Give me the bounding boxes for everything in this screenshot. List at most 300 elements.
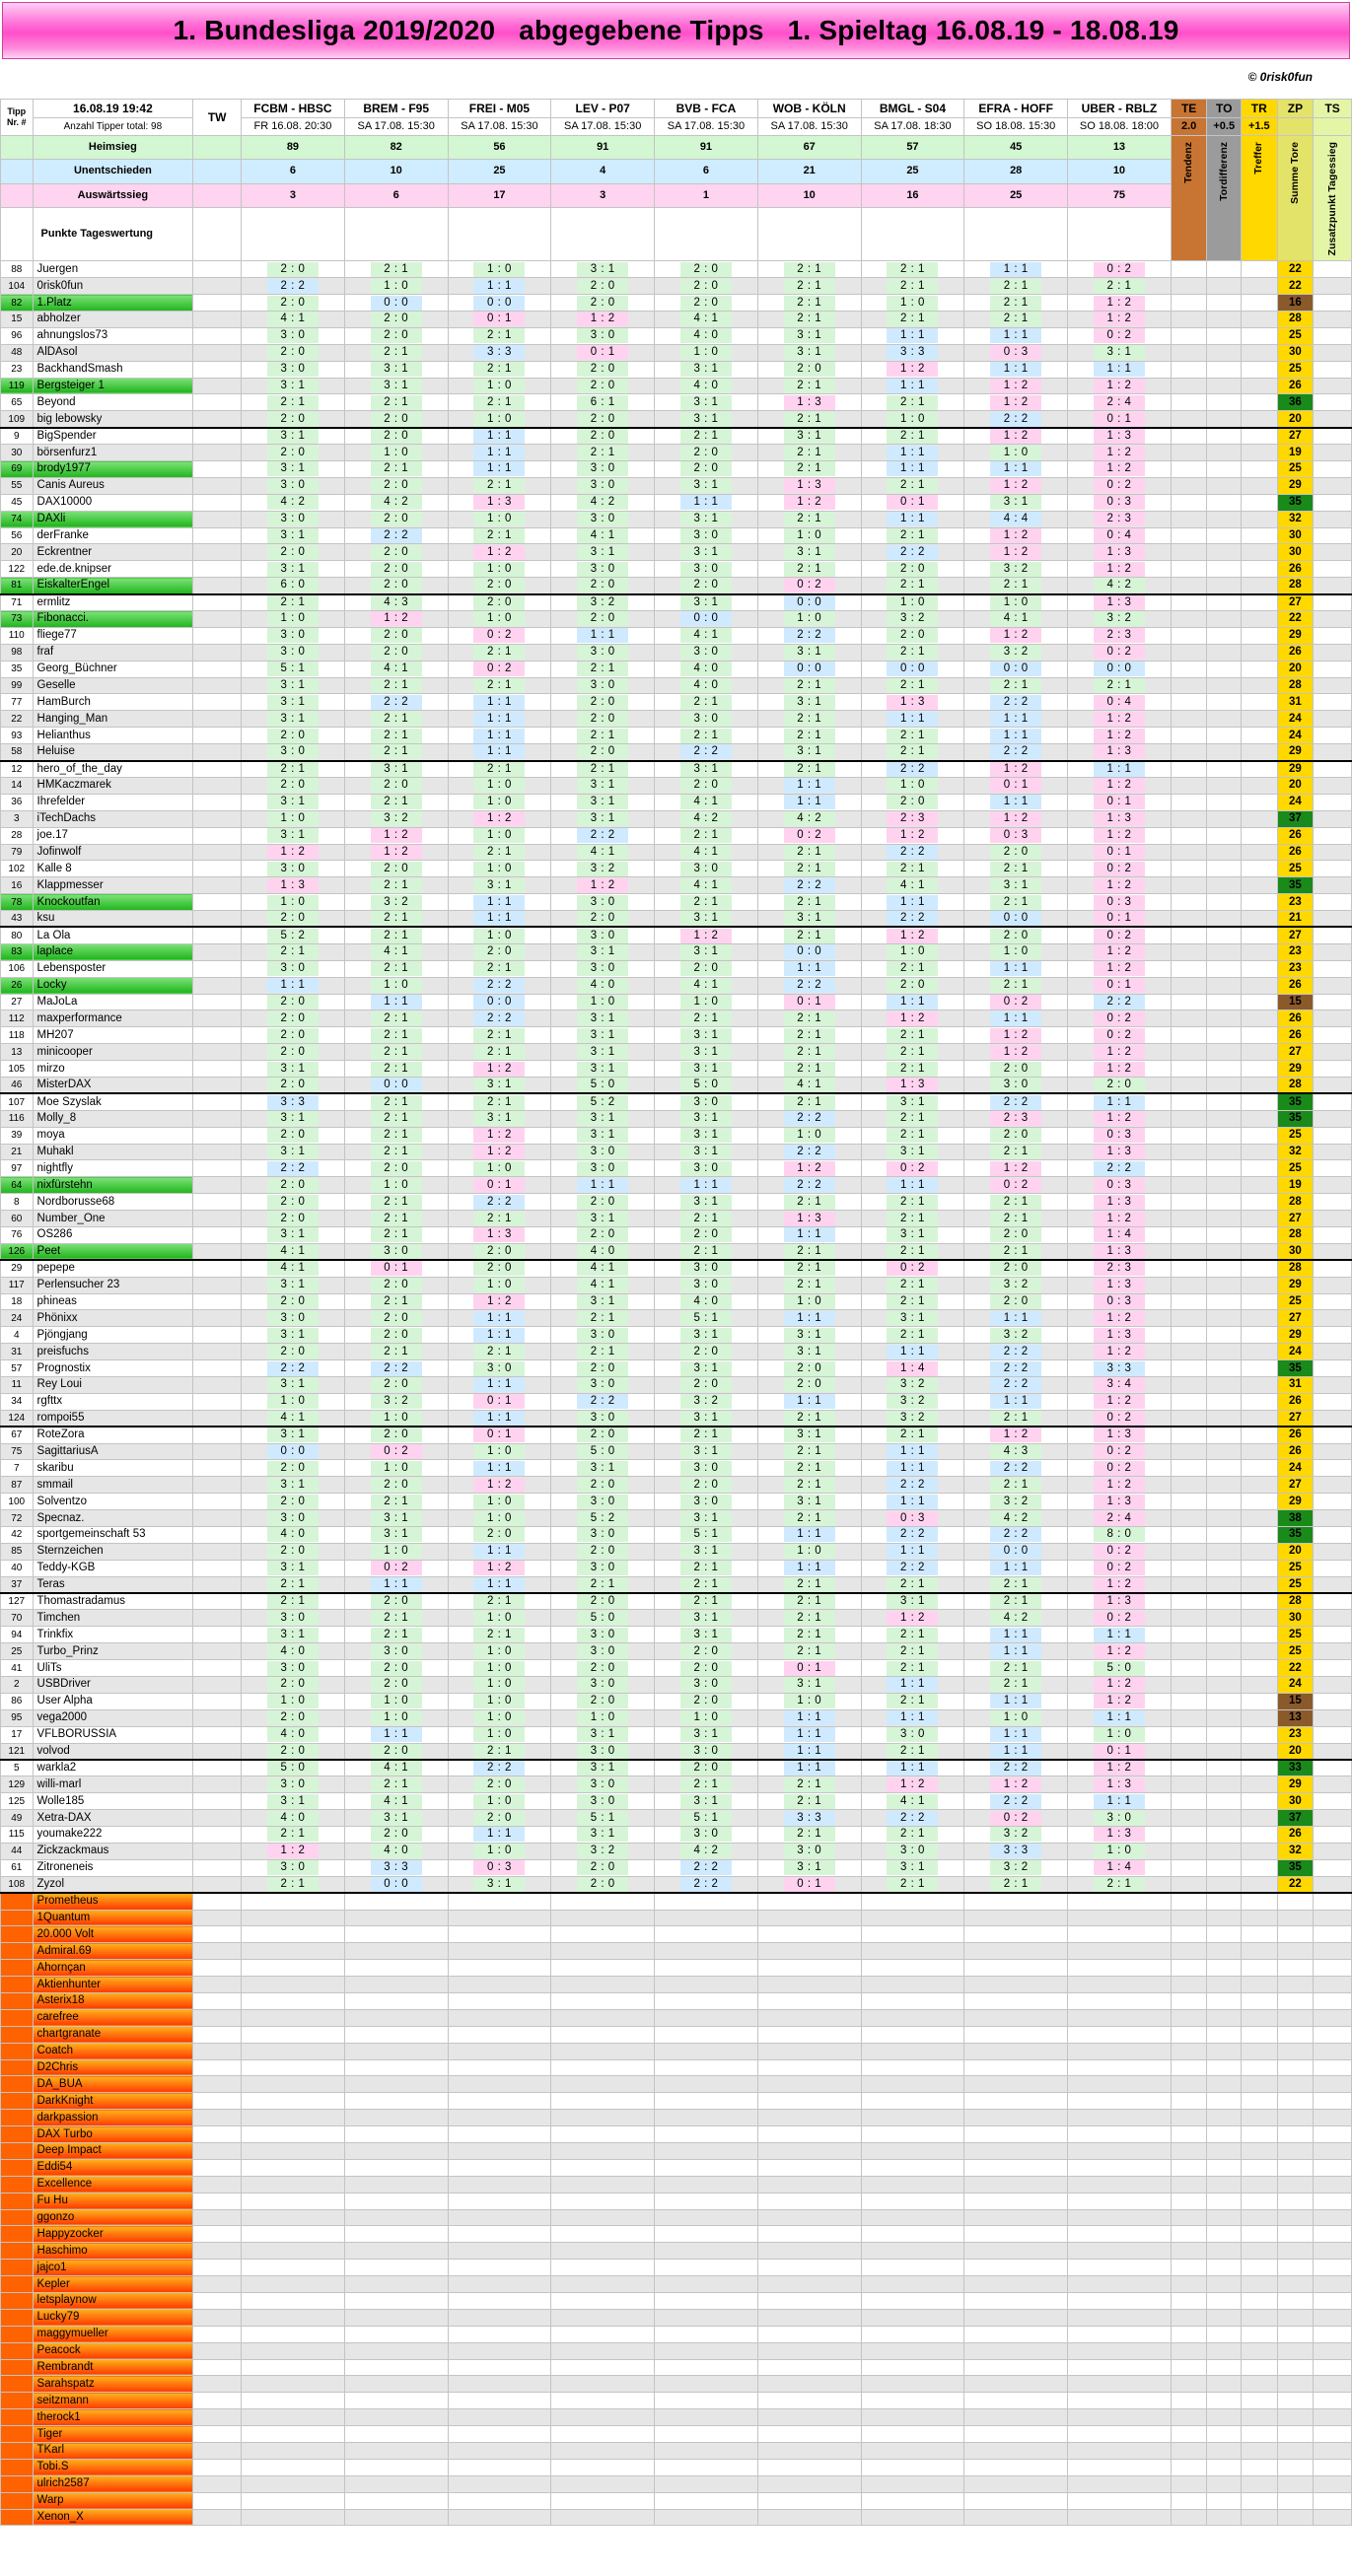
stat-count-away: 75: [1068, 183, 1172, 207]
tip-value: 2 : 0: [267, 1011, 319, 1026]
tip-value: 4 : 1: [680, 312, 732, 326]
tip-value: 1 : 1: [990, 1744, 1041, 1759]
tip-value: 0 : 2: [1094, 929, 1145, 943]
tip-value: 1 : 2: [990, 628, 1041, 643]
tip-value: 3 : 1: [784, 744, 835, 759]
tip-value: 1 : 1: [887, 1345, 938, 1359]
tip-value: 1 : 1: [473, 279, 525, 294]
tip-value: 2 : 1: [784, 1777, 835, 1792]
player-row: [1, 295, 1352, 312]
tipp-number: 93: [1, 728, 34, 744]
tip-value: 1 : 0: [473, 1495, 525, 1509]
tip-value: 2 : 2: [990, 412, 1041, 427]
tip-value: 5 : 0: [267, 1761, 319, 1775]
tipp-number: 117: [1, 1277, 34, 1293]
player-name: Zyzol: [33, 1876, 193, 1893]
player-name: phineas: [33, 1293, 193, 1310]
tipp-number: 112: [1, 1010, 34, 1027]
player-row: [1, 1460, 1352, 1477]
tip-value: 0 : 3: [990, 828, 1041, 843]
tip-value: 3 : 0: [577, 1794, 628, 1809]
tip-value: 3 : 1: [267, 1377, 319, 1392]
tip-value: 1 : 0: [473, 1161, 525, 1176]
tip-value: 2 : 1: [784, 461, 835, 476]
player-name: Nordborusse68: [33, 1194, 193, 1211]
missing-tipper-row: [1, 2243, 1352, 2260]
tipp-number: 58: [1, 744, 34, 761]
tip-value: 4 : 1: [680, 878, 732, 893]
tipp-number: 110: [1, 627, 34, 644]
player-name: BigSpender: [33, 428, 193, 445]
tip-value: 2 : 0: [577, 429, 628, 444]
tip-value: 3 : 1: [784, 1677, 835, 1692]
tip-value: 2 : 0: [680, 1478, 732, 1493]
tip-value: 2 : 1: [990, 1577, 1041, 1592]
stat-count-away: 16: [861, 183, 964, 207]
zp-sum: 35: [1277, 877, 1314, 894]
tip-value: 5 : 0: [577, 1611, 628, 1626]
tip-value: 1 : 1: [990, 262, 1041, 277]
tip-value: 0 : 3: [1094, 1178, 1145, 1193]
tip-value: 3 : 3: [267, 1095, 319, 1110]
player-row: [1, 1177, 1352, 1194]
tip-value: 2 : 1: [887, 1628, 938, 1642]
tip-value: 1 : 1: [371, 1727, 422, 1742]
tip-value: 3 : 2: [680, 1394, 732, 1409]
tip-value: 2 : 1: [784, 262, 835, 277]
player-row: [1, 544, 1352, 561]
tip-value: 3 : 1: [784, 1328, 835, 1343]
player-name: Number_One: [33, 1211, 193, 1227]
tipp-number: 30: [1, 445, 34, 461]
player-name: DAX Turbo: [33, 2126, 193, 2143]
tipp-number: 69: [1, 461, 34, 478]
tipp-number: 99: [1, 677, 34, 694]
tip-value: 1 : 1: [473, 729, 525, 743]
tip-value: 0 : 0: [473, 296, 525, 311]
tip-value: 2 : 1: [680, 1577, 732, 1592]
player-row: [1, 1410, 1352, 1427]
player-name: Geselle: [33, 677, 193, 694]
stat-count-away: 3: [242, 183, 345, 207]
tip-value: 2 : 0: [990, 929, 1041, 943]
tip-value: 2 : 1: [887, 1212, 938, 1226]
tip-value: 4 : 0: [577, 978, 628, 993]
tip-value: 2 : 1: [784, 1628, 835, 1642]
tip-value: 2 : 1: [680, 1777, 732, 1792]
tip-value: 0 : 0: [371, 1078, 422, 1092]
tipp-number: 102: [1, 861, 34, 877]
tip-value: 2 : 1: [784, 1195, 835, 1210]
tip-value: 2 : 1: [990, 678, 1041, 693]
tip-value: 1 : 3: [1094, 1594, 1145, 1609]
tip-value: 1 : 1: [887, 1178, 938, 1193]
player-row: [1, 611, 1352, 628]
player-name: Georg_Büchner: [33, 661, 193, 677]
tip-value: 2 : 1: [473, 1028, 525, 1043]
tip-value: 2 : 0: [371, 562, 422, 577]
player-name: TKarl: [33, 2443, 193, 2460]
tip-value: 3 : 0: [267, 362, 319, 377]
tip-value: 1 : 0: [267, 1394, 319, 1409]
tip-value: 1 : 2: [784, 1161, 835, 1176]
tip-value: 2 : 0: [680, 1644, 732, 1659]
player-name: 20.000 Volt: [33, 1926, 193, 1943]
tip-value: 0 : 0: [473, 995, 525, 1010]
player-name: brody1977: [33, 461, 193, 478]
tip-value: 3 : 2: [990, 1495, 1041, 1509]
tip-value: 3 : 2: [990, 1278, 1041, 1292]
tip-value: 2 : 0: [371, 328, 422, 343]
zp-sum: 29: [1277, 761, 1314, 778]
tip-value: 1 : 2: [990, 762, 1041, 777]
tip-value: 1 : 2: [1094, 729, 1145, 743]
player-row: [1, 711, 1352, 728]
tip-value: 2 : 1: [473, 1594, 525, 1609]
tip-value: 4 : 1: [371, 1794, 422, 1809]
player-name: Sarahspatz: [33, 2376, 193, 2393]
tip-value: 0 : 1: [473, 312, 525, 326]
tip-value: 1 : 3: [473, 1227, 525, 1242]
tip-value: 1 : 0: [784, 1694, 835, 1708]
player-name: iTechDachs: [33, 810, 193, 827]
tip-value: 1 : 2: [1094, 461, 1145, 476]
player-row: [1, 477, 1352, 494]
tip-value: 2 : 1: [680, 1011, 732, 1026]
player-row: [1, 511, 1352, 527]
tipp-number: 48: [1, 344, 34, 361]
player-name: willi-marl: [33, 1776, 193, 1793]
player-name: 1.Platz: [33, 295, 193, 312]
tip-value: 1 : 2: [371, 828, 422, 843]
tip-value: 2 : 0: [887, 795, 938, 809]
tip-value: 1 : 2: [887, 362, 938, 377]
player-row: [1, 977, 1352, 994]
tip-value: 2 : 2: [371, 1361, 422, 1376]
tip-value: 2 : 0: [784, 362, 835, 377]
player-row: [1, 627, 1352, 644]
tip-value: 2 : 2: [990, 1761, 1041, 1775]
tip-value: 1 : 3: [784, 478, 835, 493]
tip-value: 1 : 2: [990, 478, 1041, 493]
player-row: [1, 661, 1352, 677]
tip-value: 3 : 1: [267, 1561, 319, 1575]
tip-value: 3 : 0: [577, 961, 628, 976]
tip-value: 1 : 1: [887, 446, 938, 460]
player-name: jajco1: [33, 2260, 193, 2276]
tip-value: 2 : 1: [784, 895, 835, 910]
player-name: Haschimo: [33, 2243, 193, 2260]
tip-value: 0 : 1: [990, 778, 1041, 793]
tip-value: 3 : 1: [267, 379, 319, 393]
tip-value: 3 : 1: [680, 595, 732, 610]
tip-value: 1 : 1: [577, 1178, 628, 1193]
tip-value: 0 : 0: [371, 296, 422, 311]
tip-value: 1 : 1: [1094, 362, 1145, 377]
tipp-number: 36: [1, 794, 34, 810]
tip-value: 2 : 0: [267, 1677, 319, 1692]
tipp-number: 73: [1, 611, 34, 628]
tip-value: 4 : 2: [990, 1611, 1041, 1626]
tip-value: 1 : 1: [990, 1311, 1041, 1326]
tip-value: 1 : 0: [371, 1694, 422, 1708]
tip-value: 1 : 1: [473, 1577, 525, 1592]
player-row: [1, 794, 1352, 810]
tip-value: 2 : 1: [887, 1045, 938, 1060]
tip-value: 1 : 2: [1094, 1212, 1145, 1226]
tip-value: 2 : 1: [990, 1677, 1041, 1692]
tip-value: 1 : 1: [473, 429, 525, 444]
tip-value: 3 : 0: [680, 1461, 732, 1476]
tipp-number: 40: [1, 1560, 34, 1576]
tip-value: 2 : 1: [371, 1495, 422, 1509]
tip-value: 1 : 0: [371, 1710, 422, 1725]
tip-value: 2 : 3: [1094, 1261, 1145, 1276]
zp-sum: 20: [1277, 661, 1314, 677]
tip-value: 3 : 0: [267, 1661, 319, 1676]
tip-value: 3 : 2: [887, 611, 938, 626]
tip-value: 2 : 1: [887, 1294, 938, 1309]
tip-value: 2 : 0: [371, 478, 422, 493]
tip-value: 2 : 1: [473, 528, 525, 543]
tipp-number: 77: [1, 694, 34, 711]
zp-sum: 26: [1277, 1393, 1314, 1410]
tip-value: 2 : 2: [784, 1178, 835, 1193]
tipp-number: 72: [1, 1510, 34, 1527]
tip-value: 2 : 1: [371, 795, 422, 809]
tip-value: 2 : 1: [371, 712, 422, 727]
tip-value: 1 : 2: [1094, 296, 1145, 311]
tip-value: 2 : 1: [371, 1145, 422, 1159]
tip-value: 2 : 1: [371, 1777, 422, 1792]
player-name: Zitroneneis: [33, 1859, 193, 1876]
tipp-number: 2: [1, 1677, 34, 1694]
match-date: SO 18.08. 18:00: [1068, 118, 1172, 136]
tip-value: 3 : 0: [577, 562, 628, 577]
tip-value: 1 : 2: [1094, 1311, 1145, 1326]
tipp-number: 31: [1, 1344, 34, 1360]
tip-value: 3 : 3: [371, 1860, 422, 1875]
player-row: [1, 1843, 1352, 1859]
player-row: [1, 344, 1352, 361]
tip-value: 2 : 1: [887, 862, 938, 876]
tip-value: 2 : 1: [371, 878, 422, 893]
player-row: [1, 1260, 1352, 1277]
stat-count-away: 1: [655, 183, 758, 207]
tip-value: 1 : 2: [1094, 312, 1145, 326]
player-row: [1, 494, 1352, 511]
tip-value: 4 : 1: [267, 312, 319, 326]
tip-value: 4 : 0: [680, 379, 732, 393]
player-name: Happyzocker: [33, 2226, 193, 2243]
player-row: [1, 1876, 1352, 1893]
player-name: Moe Szyslak: [33, 1093, 193, 1110]
player-name: Coatch: [33, 2043, 193, 2059]
tip-value: 2 : 0: [577, 1661, 628, 1676]
tipp-number: 71: [1, 594, 34, 611]
tip-value: 1 : 2: [990, 379, 1041, 393]
tip-value: 3 : 0: [577, 929, 628, 943]
tip-value: 2 : 2: [887, 762, 938, 777]
tip-value: 2 : 1: [371, 678, 422, 693]
match-date: SO 18.08. 15:30: [964, 118, 1068, 136]
player-row: [1, 1243, 1352, 1260]
tip-value: 2 : 1: [990, 978, 1041, 993]
player-row: [1, 327, 1352, 344]
tip-value: 2 : 1: [990, 312, 1041, 326]
tip-value: 2 : 0: [577, 1594, 628, 1609]
tipp-number: 39: [1, 1127, 34, 1144]
player-row: [1, 728, 1352, 744]
match-pair: UBER - RBLZ: [1068, 100, 1172, 118]
tip-value: 2 : 1: [371, 345, 422, 360]
match-date: FR 16.08. 20:30: [242, 118, 345, 136]
stat-count-away: 10: [757, 183, 861, 207]
tipp-table: [0, 99, 1352, 2526]
player-name: carefree: [33, 2009, 193, 2026]
tip-value: 2 : 2: [990, 1461, 1041, 1476]
zp-sum: 24: [1277, 1344, 1314, 1360]
tip-value: 2 : 0: [371, 645, 422, 660]
tip-value: 2 : 0: [267, 1128, 319, 1143]
tip-value: 3 : 1: [680, 1028, 732, 1043]
tip-value: 2 : 1: [473, 762, 525, 777]
player-row: [1, 378, 1352, 394]
player-name: HMKaczmarek: [33, 777, 193, 794]
tip-value: 1 : 0: [473, 379, 525, 393]
tip-value: 4 : 1: [371, 661, 422, 676]
tipp-number: 44: [1, 1843, 34, 1859]
tip-value: 0 : 1: [1094, 845, 1145, 860]
tip-value: 1 : 1: [473, 461, 525, 476]
player-row: [1, 361, 1352, 378]
stat-count-draw: 10: [1068, 160, 1172, 183]
tip-value: 3 : 2: [990, 562, 1041, 577]
tip-value: 1 : 2: [1094, 1394, 1145, 1409]
tip-value: 2 : 0: [473, 1261, 525, 1276]
player-name: ahnungslos73: [33, 327, 193, 344]
player-row: [1, 1610, 1352, 1627]
missing-tipper-row: [1, 2509, 1352, 2526]
tipp-number: 5: [1, 1760, 34, 1776]
tip-value: 2 : 0: [371, 862, 422, 876]
tip-value: 1 : 2: [1094, 379, 1145, 393]
tip-value: 1 : 3: [887, 695, 938, 710]
tip-value: 1 : 0: [680, 995, 732, 1010]
player-name: Kalle 8: [33, 861, 193, 877]
tip-value: 1 : 3: [1094, 1278, 1145, 1292]
tipp-number: 37: [1, 1576, 34, 1593]
tip-value: 2 : 1: [887, 1244, 938, 1259]
tip-value: 1 : 3: [1094, 1244, 1145, 1259]
tip-value: 4 : 2: [680, 1844, 732, 1858]
player-row: [1, 1194, 1352, 1211]
tip-value: 2 : 1: [680, 895, 732, 910]
tip-value: 3 : 1: [267, 678, 319, 693]
tip-value: 2 : 2: [990, 1345, 1041, 1359]
tip-value: 3 : 1: [680, 1361, 732, 1376]
tip-value: 2 : 1: [887, 1644, 938, 1659]
tip-value: 2 : 0: [371, 578, 422, 592]
zp-sum: 19: [1277, 1177, 1314, 1194]
tipp-number: 96: [1, 327, 34, 344]
tipp-number: 15: [1, 312, 34, 328]
tipp-number: 125: [1, 1793, 34, 1810]
player-name: HamBurch: [33, 694, 193, 711]
tip-value: 1 : 4: [1094, 1227, 1145, 1242]
tip-value: 1 : 2: [1094, 878, 1145, 893]
tip-value: 3 : 1: [680, 1611, 732, 1626]
tip-value: 5 : 2: [267, 929, 319, 943]
tip-value: 1 : 1: [473, 695, 525, 710]
tip-value: 3 : 1: [680, 1145, 732, 1159]
zp-sum: 30: [1277, 344, 1314, 361]
tip-value: 3 : 1: [577, 1028, 628, 1043]
tip-value: 1 : 0: [267, 895, 319, 910]
zp-sum: 29: [1277, 1061, 1314, 1078]
tip-value: 2 : 1: [784, 562, 835, 577]
missing-tipper-row: [1, 2309, 1352, 2326]
tip-value: 1 : 1: [1094, 1794, 1145, 1809]
tip-value: 1 : 2: [473, 1561, 525, 1575]
tip-value: 2 : 1: [887, 1661, 938, 1676]
player-name: Lucky79: [33, 2309, 193, 2326]
tipp-number: 35: [1, 661, 34, 677]
tip-value: 2 : 0: [990, 1062, 1041, 1077]
zp-sum: 35: [1277, 494, 1314, 511]
tip-value: 3 : 1: [267, 712, 319, 727]
tip-value: 3 : 1: [267, 1278, 319, 1292]
tipp-number: 24: [1, 1310, 34, 1327]
tip-value: 3 : 1: [267, 1794, 319, 1809]
tip-value: 3 : 0: [680, 1495, 732, 1509]
tip-value: 2 : 1: [990, 1244, 1041, 1259]
tip-value: 1 : 1: [680, 495, 732, 510]
match-date: SA 17.08. 15:30: [448, 118, 551, 136]
player-name: EiskalterEngel: [33, 578, 193, 594]
player-row: [1, 1077, 1352, 1093]
tip-value: 2 : 2: [371, 528, 422, 543]
tip-value: 2 : 0: [680, 1761, 732, 1775]
tip-value: 2 : 0: [371, 512, 422, 526]
tip-value: 2 : 1: [371, 262, 422, 277]
tip-value: 2 : 1: [887, 1694, 938, 1708]
tip-value: 1 : 2: [1094, 1345, 1145, 1359]
tip-value: 2 : 1: [473, 645, 525, 660]
tip-value: 2 : 1: [784, 1461, 835, 1476]
zp-sum: 28: [1277, 312, 1314, 328]
tip-value: 2 : 0: [371, 1677, 422, 1692]
extra-weight: +0.5: [1207, 118, 1242, 136]
tip-value: 0 : 0: [680, 611, 732, 626]
player-name: rompoi55: [33, 1410, 193, 1427]
missing-tipper-row: [1, 2409, 1352, 2426]
tip-value: 3 : 1: [680, 1411, 732, 1426]
match-pair: BVB - FCA: [655, 100, 758, 118]
player-name: USBDriver: [33, 1677, 193, 1694]
player-name: RoteZora: [33, 1427, 193, 1443]
tip-value: 2 : 1: [887, 678, 938, 693]
tip-value: 2 : 0: [371, 1161, 422, 1176]
zp-sum: 25: [1277, 1293, 1314, 1310]
tip-value: 1 : 2: [1094, 1694, 1145, 1708]
tip-value: 1 : 0: [267, 1694, 319, 1708]
player-row: [1, 411, 1352, 428]
tip-value: 1 : 0: [371, 1411, 422, 1426]
tip-value: 0 : 2: [990, 1178, 1041, 1193]
tipp-number: 75: [1, 1443, 34, 1460]
zp-sum: 28: [1277, 1260, 1314, 1277]
